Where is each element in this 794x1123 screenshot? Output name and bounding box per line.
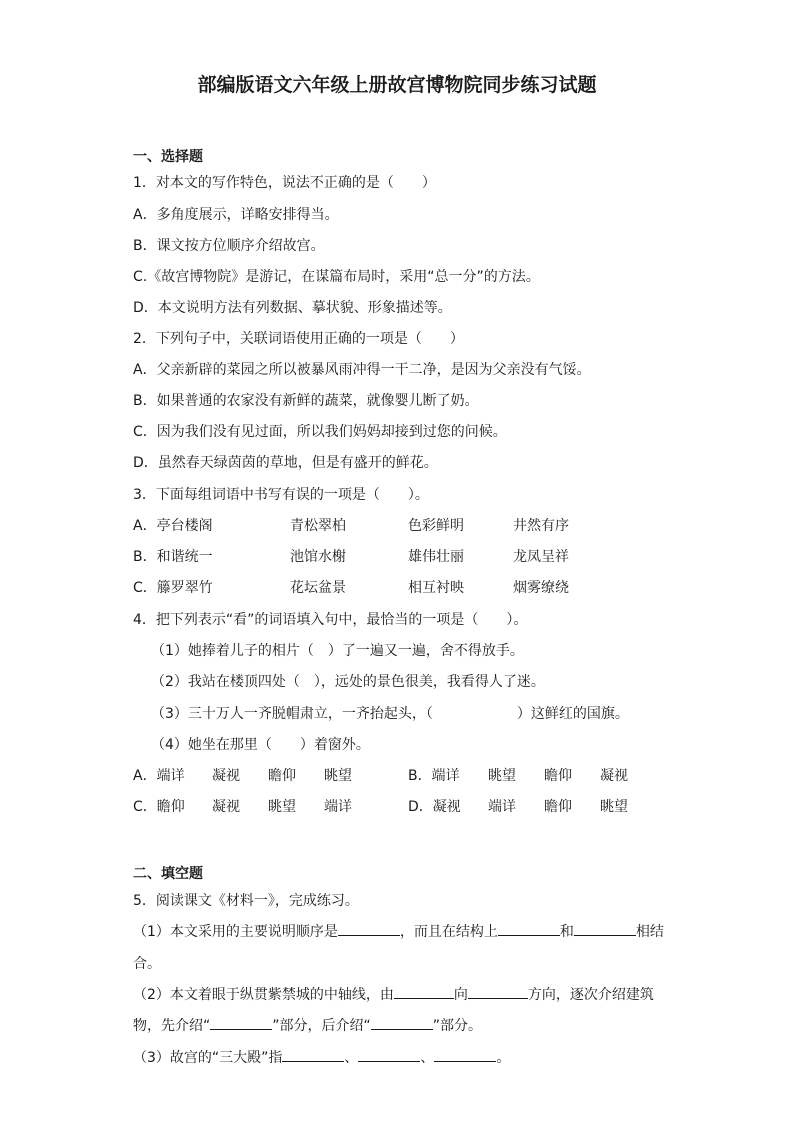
section-heading-choice: 一、选择题 <box>133 149 203 165</box>
question-4-sentence-3: （3）三十万人一齐脱帽肃立，一齐抬起头，（ ）这鲜红的国旗。 <box>151 706 629 722</box>
question-5-part-1-text-b: ，而且在结构上 <box>399 924 498 940</box>
question-5-part-3 <box>133 1047 510 1067</box>
question-3-row-a-word-2: 青松翠柏 <box>290 518 346 534</box>
question-5-part-2-text-f: ”部分。 <box>432 1018 483 1034</box>
question-4-option-d-4: 眺望 <box>600 799 628 815</box>
answer-blank[interactable] <box>210 1015 272 1030</box>
question-5-part-1-cont: 合。 <box>133 956 161 972</box>
question-4-option-b-3: 瞻仰 <box>544 768 572 784</box>
question-4-option-a-2: 凝视 <box>212 768 240 784</box>
question-2-option-c: C．因为我们没有见过面，所以我们妈妈却接到过您的问候。 <box>133 424 507 440</box>
question-4-option-d-2: 端详 <box>488 799 516 815</box>
question-4-option-a-4: 眺望 <box>324 768 352 784</box>
question-3-row-a-word-4: 井然有序 <box>513 518 569 534</box>
question-3-row-b-word-4: 龙凤呈祥 <box>513 549 569 565</box>
answer-blank[interactable] <box>358 1047 420 1062</box>
answer-blank[interactable] <box>498 921 560 936</box>
question-3-row-b-word-3: 雄伟壮丽 <box>408 549 464 565</box>
question-1-option-c: C.《故宫博物院》是游记，在谋篇布局时，采用“总一分”的方法。 <box>133 269 540 285</box>
question-1-option-d: D．本文说明方法有列数据、摹状貌、形象描述等。 <box>133 300 452 316</box>
question-4-option-c-2: 凝视 <box>212 799 240 815</box>
question-4-sentence-4: （4）她坐在那里（ ）着窗外。 <box>151 737 370 753</box>
question-3-row-b-word-1: B．和谐统一 <box>133 549 213 565</box>
question-4-sentence-2: （2）我站在楼顶四处（ ），远处的景色很美，我看得人了迷。 <box>151 674 545 690</box>
question-5-part-2-cont <box>133 1015 482 1035</box>
question-5-part-3-text-a: （3）故宫的“三大殿”指 <box>133 1050 283 1066</box>
question-5-part-2-text-e: ”部分，后介绍“ <box>272 1018 371 1034</box>
question-2-option-d: D．虽然春天绿茵茵的草地，但是有盛开的鲜花。 <box>133 455 438 471</box>
question-5-part-2-text-d: 物，先介绍“ <box>133 1018 211 1034</box>
question-4-option-c-3: 眺望 <box>268 799 296 815</box>
question-2-option-b: B．如果普通的农家没有新鲜的蔬菜，就像婴儿断了奶。 <box>133 393 479 409</box>
answer-blank[interactable] <box>434 1047 496 1062</box>
question-4-option-d-1: D．凝视 <box>408 799 461 815</box>
question-1-option-b: B．课文按方位顺序介绍故宫。 <box>133 238 325 254</box>
question-4-option-b-1: B．端详 <box>408 768 460 784</box>
answer-blank[interactable] <box>468 984 528 999</box>
question-1-stem: 1．对本文的写作特色，说法不正确的是（ ） <box>133 175 436 191</box>
question-5-stem: 5．阅读课文《材料一》，完成练习。 <box>133 893 359 909</box>
question-5-part-3-text-b: 、 <box>344 1050 359 1066</box>
question-4-option-b-2: 眺望 <box>488 768 516 784</box>
question-3-row-a-word-1: A．亭台楼阁 <box>133 518 213 534</box>
question-4-option-c-1: C．瞻仰 <box>133 799 185 815</box>
question-3-row-c-word-2: 花坛盆景 <box>290 580 346 596</box>
question-4-option-d-3: 瞻仰 <box>544 799 572 815</box>
page-title: 部编版语文六年级上册故宫博物院同步练习试题 <box>197 74 597 96</box>
answer-blank[interactable] <box>338 921 400 936</box>
question-5-part-1-text-c: 和 <box>559 924 574 940</box>
question-3-row-c-word-4: 烟雾缭绕 <box>513 580 569 596</box>
question-2-stem: 2．下列句子中，关联词语使用正确的一项是（ ） <box>133 331 464 347</box>
question-5-part-3-text-d: 。 <box>496 1050 511 1066</box>
question-5-part-1-text-a: （1）本文采用的主要说明顺序是 <box>133 924 338 940</box>
question-5-part-1 <box>133 921 664 941</box>
question-4-option-a-3: 瞻仰 <box>268 768 296 784</box>
question-5-part-1-text-d: 相结 <box>635 924 664 940</box>
question-5-part-2-text-b: 向 <box>453 987 468 1003</box>
question-5-part-2-text-a: （2）本文着眼于纵贯紫禁城的中轴线，由 <box>133 987 394 1003</box>
question-1-option-a: A．多角度展示，详略安排得当。 <box>133 207 339 223</box>
question-4-option-a-1: A．端详 <box>133 768 185 784</box>
question-5-part-3-text-c: 、 <box>420 1050 435 1066</box>
answer-blank[interactable] <box>371 1015 433 1030</box>
question-4-option-b-4: 凝视 <box>600 768 628 784</box>
question-5-part-2 <box>133 984 654 1004</box>
question-4-stem: 4．把下列表示“看”的词语填入句中，最恰当的一项是（ ）。 <box>133 612 528 628</box>
question-3-row-c-word-3: 相互衬映 <box>408 580 464 596</box>
question-2-option-a: A．父亲新辟的菜园之所以被暴风雨冲得一干二净，是因为父亲没有气馁。 <box>133 362 591 378</box>
question-3-row-b-word-2: 池馆水榭 <box>290 549 346 565</box>
answer-blank[interactable] <box>574 921 636 936</box>
question-3-row-c-word-1: C．籐罗翠竹 <box>133 580 213 596</box>
question-5-part-2-text-c: 方向，逐次介绍建筑 <box>527 987 654 1003</box>
question-3-stem: 3．下面每组词语中书写有误的一项是（ ）。 <box>133 487 429 503</box>
question-3-row-a-word-3: 色彩鲜明 <box>408 518 464 534</box>
question-4-sentence-1: （1）她捧着儿子的相片（ ）了一遍又一遍，舍不得放手。 <box>151 643 524 659</box>
section-heading-fill: 二、填空题 <box>133 866 203 882</box>
question-4-option-c-4: 端详 <box>324 799 352 815</box>
answer-blank[interactable] <box>282 1047 344 1062</box>
answer-blank[interactable] <box>394 984 454 999</box>
